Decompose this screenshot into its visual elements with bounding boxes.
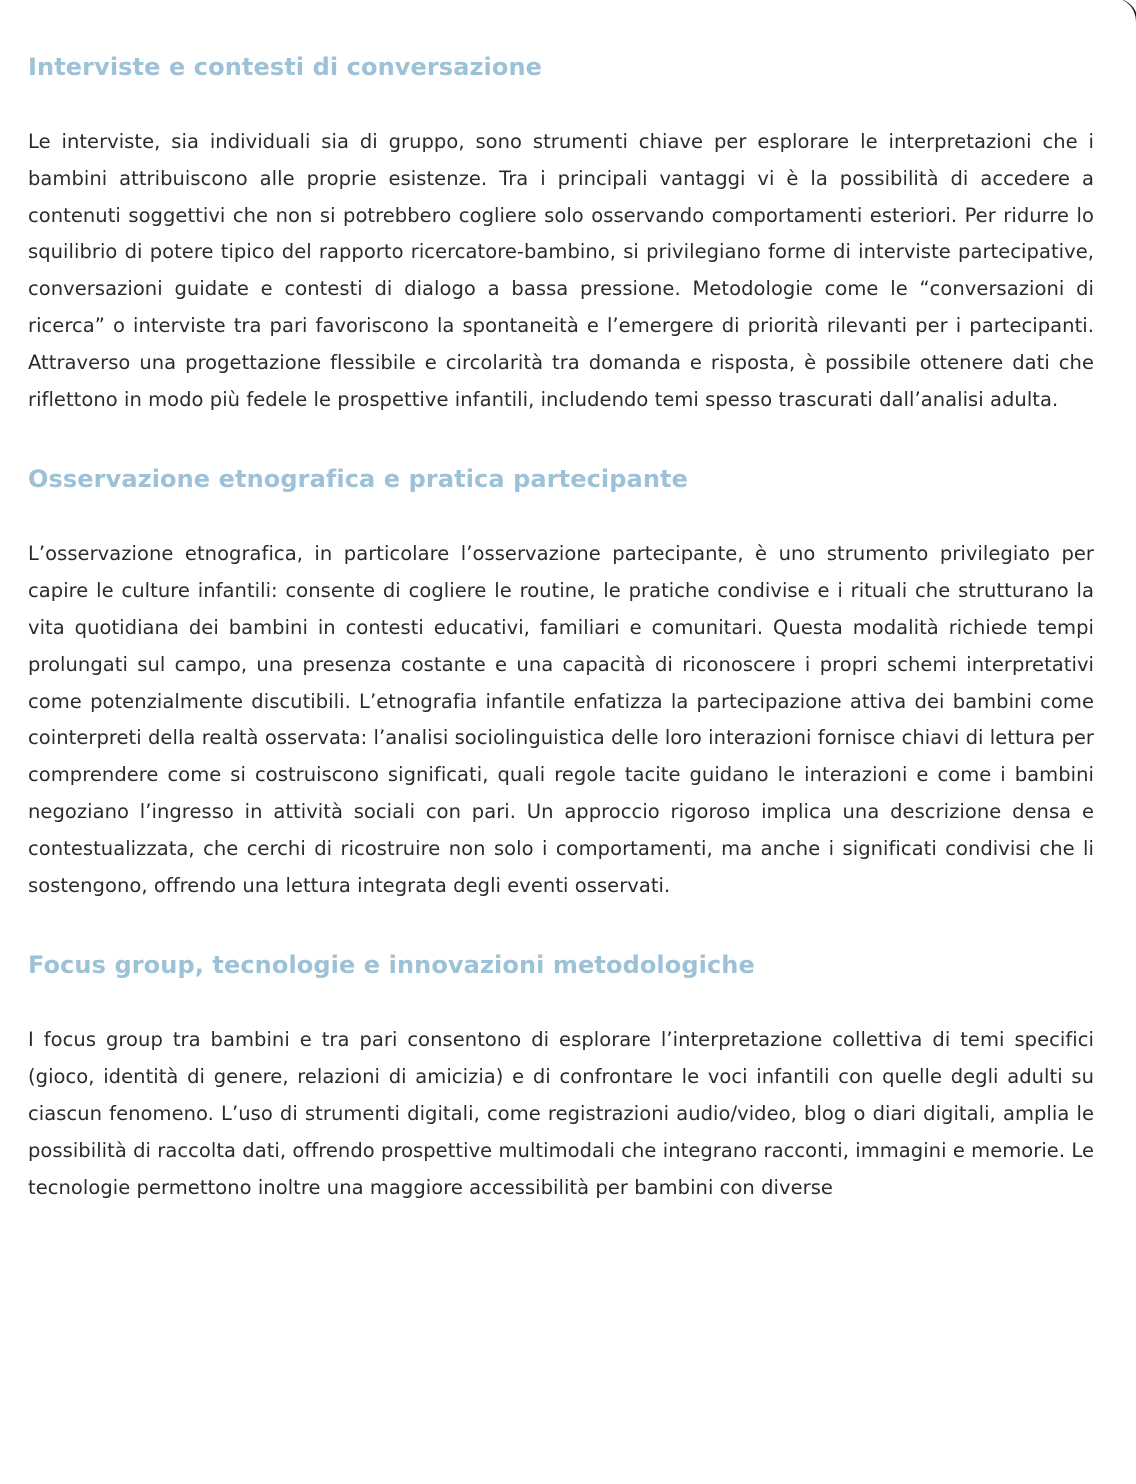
section-paragraph: I focus group tra bambini e tra pari consentono di esplorare l’interpretazione collettiva di temi specifici (gioco, identità di genere, relazioni di amicizia) e di confrontare le voci infantili con quelle degli adulti su ciascun fenomeno. L’uso di strumenti digitali, come registrazioni audio/video, blog o diari digitali, amplia le possibilità di raccolta dati, offrendo prospettive multimodali che integrano racconti, immagini e memorie. Le tecnologie permettono inoltre una maggiore accessibilità per bambini con diverse xyxy=(28,1028,1094,1199)
section-interviste xyxy=(28,47,1094,418)
section-focus-group xyxy=(28,945,1094,1206)
section-heading: Focus group, tecnologie e innovazioni metodologiche xyxy=(28,951,755,980)
section-paragraph: Le interviste, sia individuali sia di gruppo, sono strumenti chiave per esplorare le interpretazioni che i bambini attribuiscono alle proprie esistenze. Tra i principali vantaggi vi è la possibilità di accedere a contenuti soggettivi che non si potrebbero cogliere solo osservando comportamenti esteriori. Per ridurre lo squilibrio di potere tipico del rapporto ricercatore-bambino, si privilegiano forme di interviste partecipative, conversazioni guidate e contesti di dialogo a bassa pressione. Metodologie come le “conversazioni di ricerca” o interviste tra pari favoriscono la spontaneità e l’emergere di priorità rilevanti per i partecipanti. Attraverso una progettazione flessibile e circolarità tra domanda e risposta, è possibile ottenere dati che riflettono in modo più fedele le prospettive infantili, includendo temi spesso trascurati dall’analisi adulta. xyxy=(28,130,1094,411)
section-heading: Osservazione etnografica e pratica partecipante xyxy=(28,465,688,494)
page-border xyxy=(1108,0,1136,1484)
section-paragraph: L’osservazione etnografica, in particolare l’osservazione partecipante, è uno strumento privilegiato per capire le culture infantili: consente di cogliere le routine, le pratiche condivise e i rituali che strutturano la vita quotidiana dei bambini in contesti educativi, familiari e comunitari. Questa modalità richiede tempi prolungati sul campo, una presenza costante e una capacità di riconoscere i propri schemi interpretativi come potenzialmente discutibili. L’etnografia infantile enfatizza la partecipazione attiva dei bambini come cointerpreti della realtà osservata: l’analisi sociolinguistica delle loro interazioni fornisce chiavi di lettura per comprendere come si costruiscono significati, quali regole tacite guidano le interazioni e come i bambini negoziano l’ingresso in attività sociali con pari. Un approccio rigoroso implica una descrizione densa e contestualizzata, che cerchi di ricostruire non solo i comportamenti, ma anche i significati condivisi che li sostengono, offrendo una lettura integrata degli eventi osservati. xyxy=(28,542,1094,897)
section-osservazione xyxy=(28,459,1094,904)
section-heading: Interviste e contesti di conversazione xyxy=(28,53,543,81)
document-content xyxy=(28,47,1094,1247)
